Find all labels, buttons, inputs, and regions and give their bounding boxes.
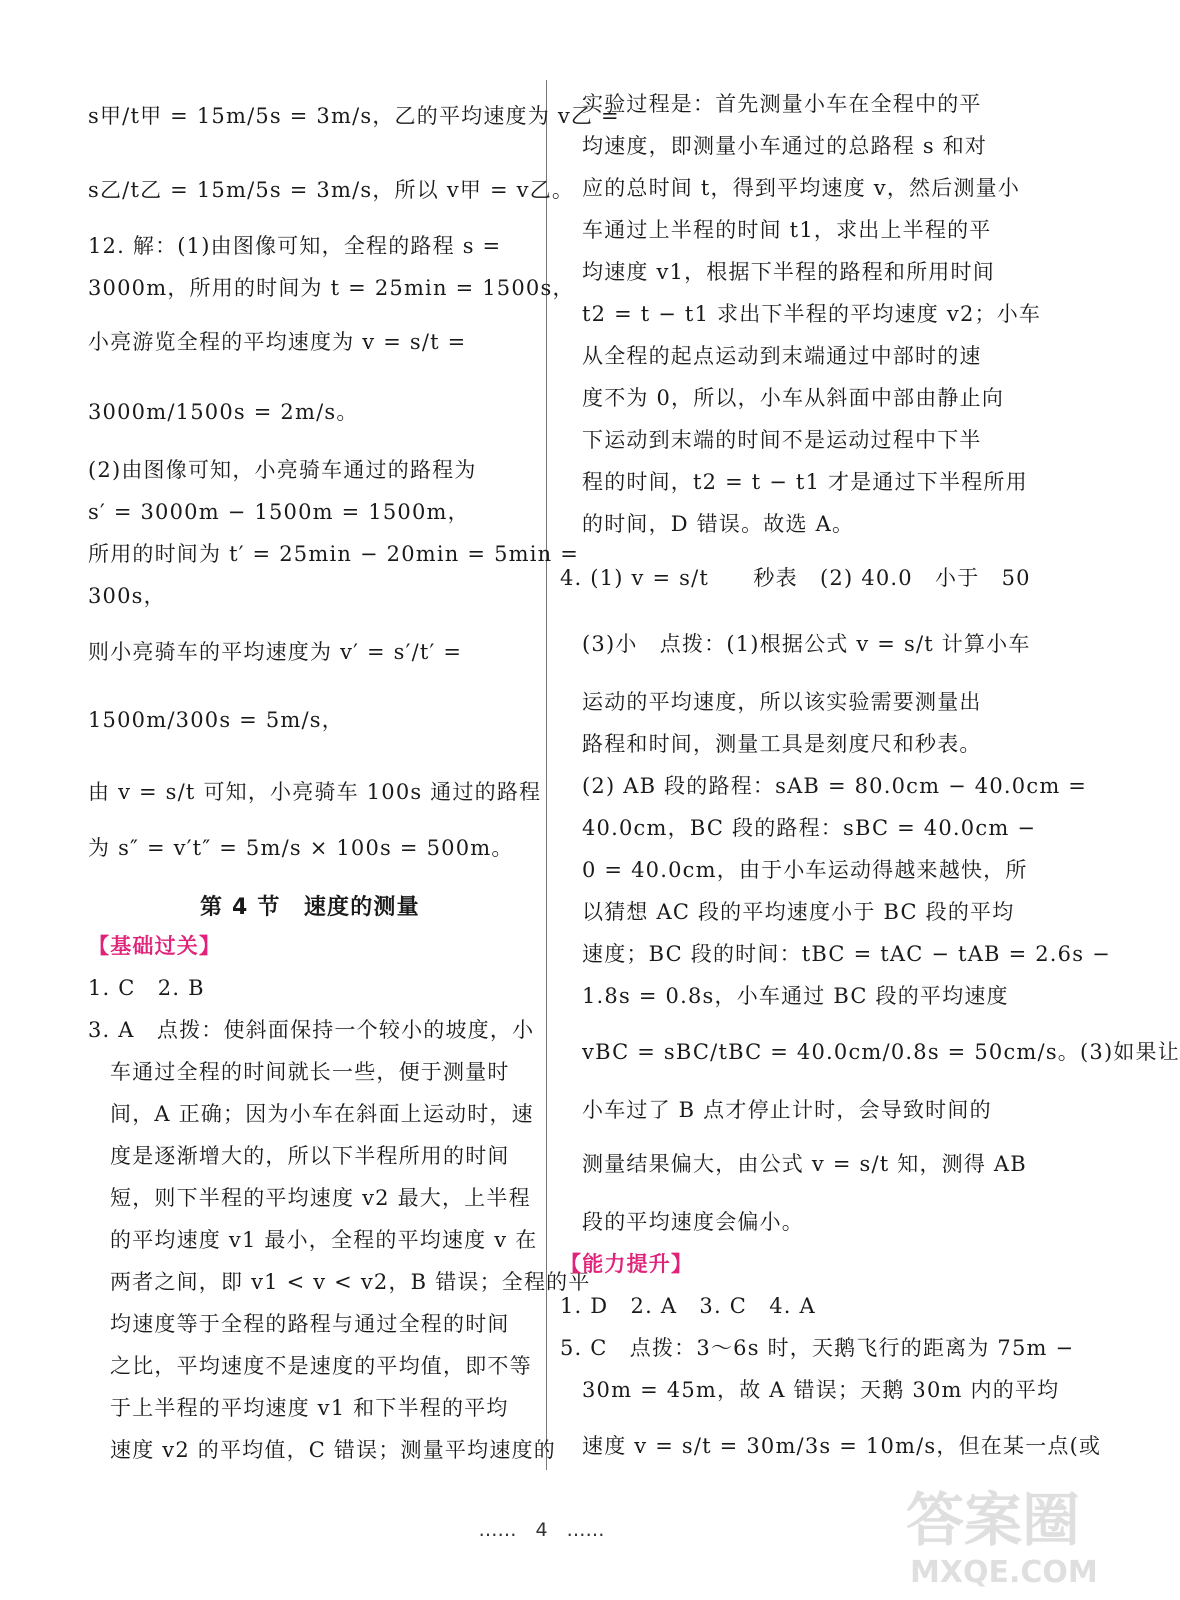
text-line: 速度 v = s/t = 30m/3s = 10m/s，但在某一点(或	[582, 1434, 1102, 1458]
text-line: 为 s″ = v′t″ = 5m/s × 100s = 500m。	[88, 836, 514, 860]
text-line: 小亮游览全程的平均速度为 v = s/t =	[88, 330, 467, 354]
text-line: 由 v = s/t 可知，小亮骑车 100s 通过的路程	[88, 780, 542, 804]
text-line: 12. 解：(1)由图像可知，全程的路程 s =	[88, 234, 502, 258]
text-line: 测量结果偏大，由公式 v = s/t 知，测得 AB	[582, 1152, 1027, 1176]
text-line: 的平均速度 v1 最小，全程的平均速度 v 在	[110, 1228, 538, 1252]
text-line: 均速度，即测量小车通过的总路程 s 和对	[582, 134, 988, 158]
svg-text:答案圈: 答案圈	[906, 1486, 1081, 1554]
text-line: 40.0cm，BC 段的路程：sBC = 40.0cm −	[582, 816, 1037, 840]
svg-text:MXQE.COM: MXQE.COM	[910, 1555, 1098, 1590]
text-line: 小车过了 B 点才停止计时，会导致时间的	[582, 1098, 992, 1122]
text-line: 速度 v2 的平均值，C 错误；测量平均速度的	[110, 1438, 556, 1462]
watermark-logo	[900, 1478, 1098, 1593]
text-line: (3)小 点拨：(1)根据公式 v = s/t 计算小车	[582, 632, 1031, 656]
text-line: 1500m/300s = 5m/s，	[88, 708, 344, 732]
text-line: 于上半程的平均速度 v1 和下半程的平均	[110, 1396, 509, 1420]
text-line: 3. A 点拨：使斜面保持一个较小的坡度，小	[88, 1018, 535, 1042]
text-line: 3000m/1500s = 2m/s。	[88, 400, 359, 424]
text-line: 速度；BC 段的时间：tBC = tAC − tAB = 2.6s −	[582, 942, 1111, 966]
page-number: …… 4 ……	[478, 1519, 605, 1541]
text-line: 下运动到末端的时间不是运动过程中下半	[582, 428, 982, 452]
text-line: 间，A 正确；因为小车在斜面上运动时，速	[110, 1102, 534, 1126]
text-line: vBC = sBC/tBC = 40.0cm/0.8s = 50cm/s。(3)如果让	[582, 1040, 1180, 1064]
text-line: 3000m，所用的时间为 t = 25min = 1500s，	[88, 276, 575, 300]
text-line: 车通过全程的时间就长一些，便于测量时	[110, 1060, 510, 1084]
text-line: 以猜想 AC 段的平均速度小于 BC 段的平均	[582, 900, 1015, 924]
text-line: (2)由图像可知，小亮骑车通过的路程为	[88, 458, 477, 482]
text-line: 度是逐渐增大的，所以下半程所用的时间	[110, 1144, 510, 1168]
text-line: 1. D 2. A 3. C 4. A	[560, 1294, 816, 1318]
text-line: 1.8s = 0.8s，小车通过 BC 段的平均速度	[582, 984, 1009, 1008]
text-line: 均速度等于全程的路程与通过全程的时间	[110, 1312, 510, 1336]
text-line: 程的时间，t2 = t − t1 才是通过下半程所用	[582, 470, 1028, 494]
text-line: 度不为 0，所以，小车从斜面中部由静止向	[582, 386, 1005, 410]
text-line: 运动的平均速度，所以该实验需要测量出	[582, 690, 982, 714]
text-line: 则小亮骑车的平均速度为 v′ = s′/t′ =	[88, 640, 463, 664]
text-line: (2) AB 段的路程：sAB = 80.0cm − 40.0cm =	[582, 774, 1088, 798]
text-line: 300s，	[88, 584, 166, 608]
text-line: 之比，平均速度不是速度的平均值，即不等	[110, 1354, 532, 1378]
text-line: 从全程的起点运动到末端通过中部时的速	[582, 344, 982, 368]
section-title: 第 4 节 速度的测量	[200, 895, 420, 920]
text-line: 1. C 2. B	[88, 976, 205, 1000]
text-line: 车通过上半程的时间 t1，求出上半程的平	[582, 218, 992, 242]
text-line: 两者之间，即 v1 < v < v2，B 错误；全程的平	[110, 1270, 591, 1294]
text-line: 所用的时间为 t′ = 25min − 20min = 5min =	[88, 542, 580, 566]
text-line: 路程和时间，测量工具是刻度尺和秒表。	[582, 732, 982, 756]
text-line: 5. C 点拨：3～6s 时，天鹅飞行的距离为 75m −	[560, 1336, 1075, 1360]
text-line: 实验过程是：首先测量小车在全程中的平	[582, 92, 982, 116]
text-line: 段的平均速度会偏小。	[582, 1210, 804, 1234]
text-line: 应的总时间 t，得到平均速度 v，然后测量小	[582, 176, 1021, 200]
text-line: s′ = 3000m − 1500m = 1500m，	[88, 500, 470, 524]
section-tag: 【基础过关】	[88, 934, 222, 958]
text-line: 4. (1) v = s/t 秒表 (2) 40.0 小于 50	[560, 566, 1031, 590]
text-line: t2 = t − t1 求出下半程的平均速度 v2；小车	[582, 302, 1042, 326]
section-tag: 【能力提升】	[560, 1252, 694, 1276]
text-line: s甲/t甲 = 15m/5s = 3m/s，乙的平均速度为 v乙 =	[88, 104, 620, 128]
text-line: 短，则下半程的平均速度 v2 最大，上半程	[110, 1186, 531, 1210]
text-line: s乙/t乙 = 15m/5s = 3m/s，所以 v甲 = v乙。	[88, 178, 575, 202]
text-line: 均速度 v1，根据下半程的路程和所用时间	[582, 260, 995, 284]
text-line: 的时间，D 错误。故选 A。	[582, 512, 855, 536]
text-line: 30m = 45m，故 A 错误；天鹅 30m 内的平均	[582, 1378, 1060, 1402]
text-line: 0 = 40.0cm，由于小车运动得越来越快，所	[582, 858, 1028, 882]
